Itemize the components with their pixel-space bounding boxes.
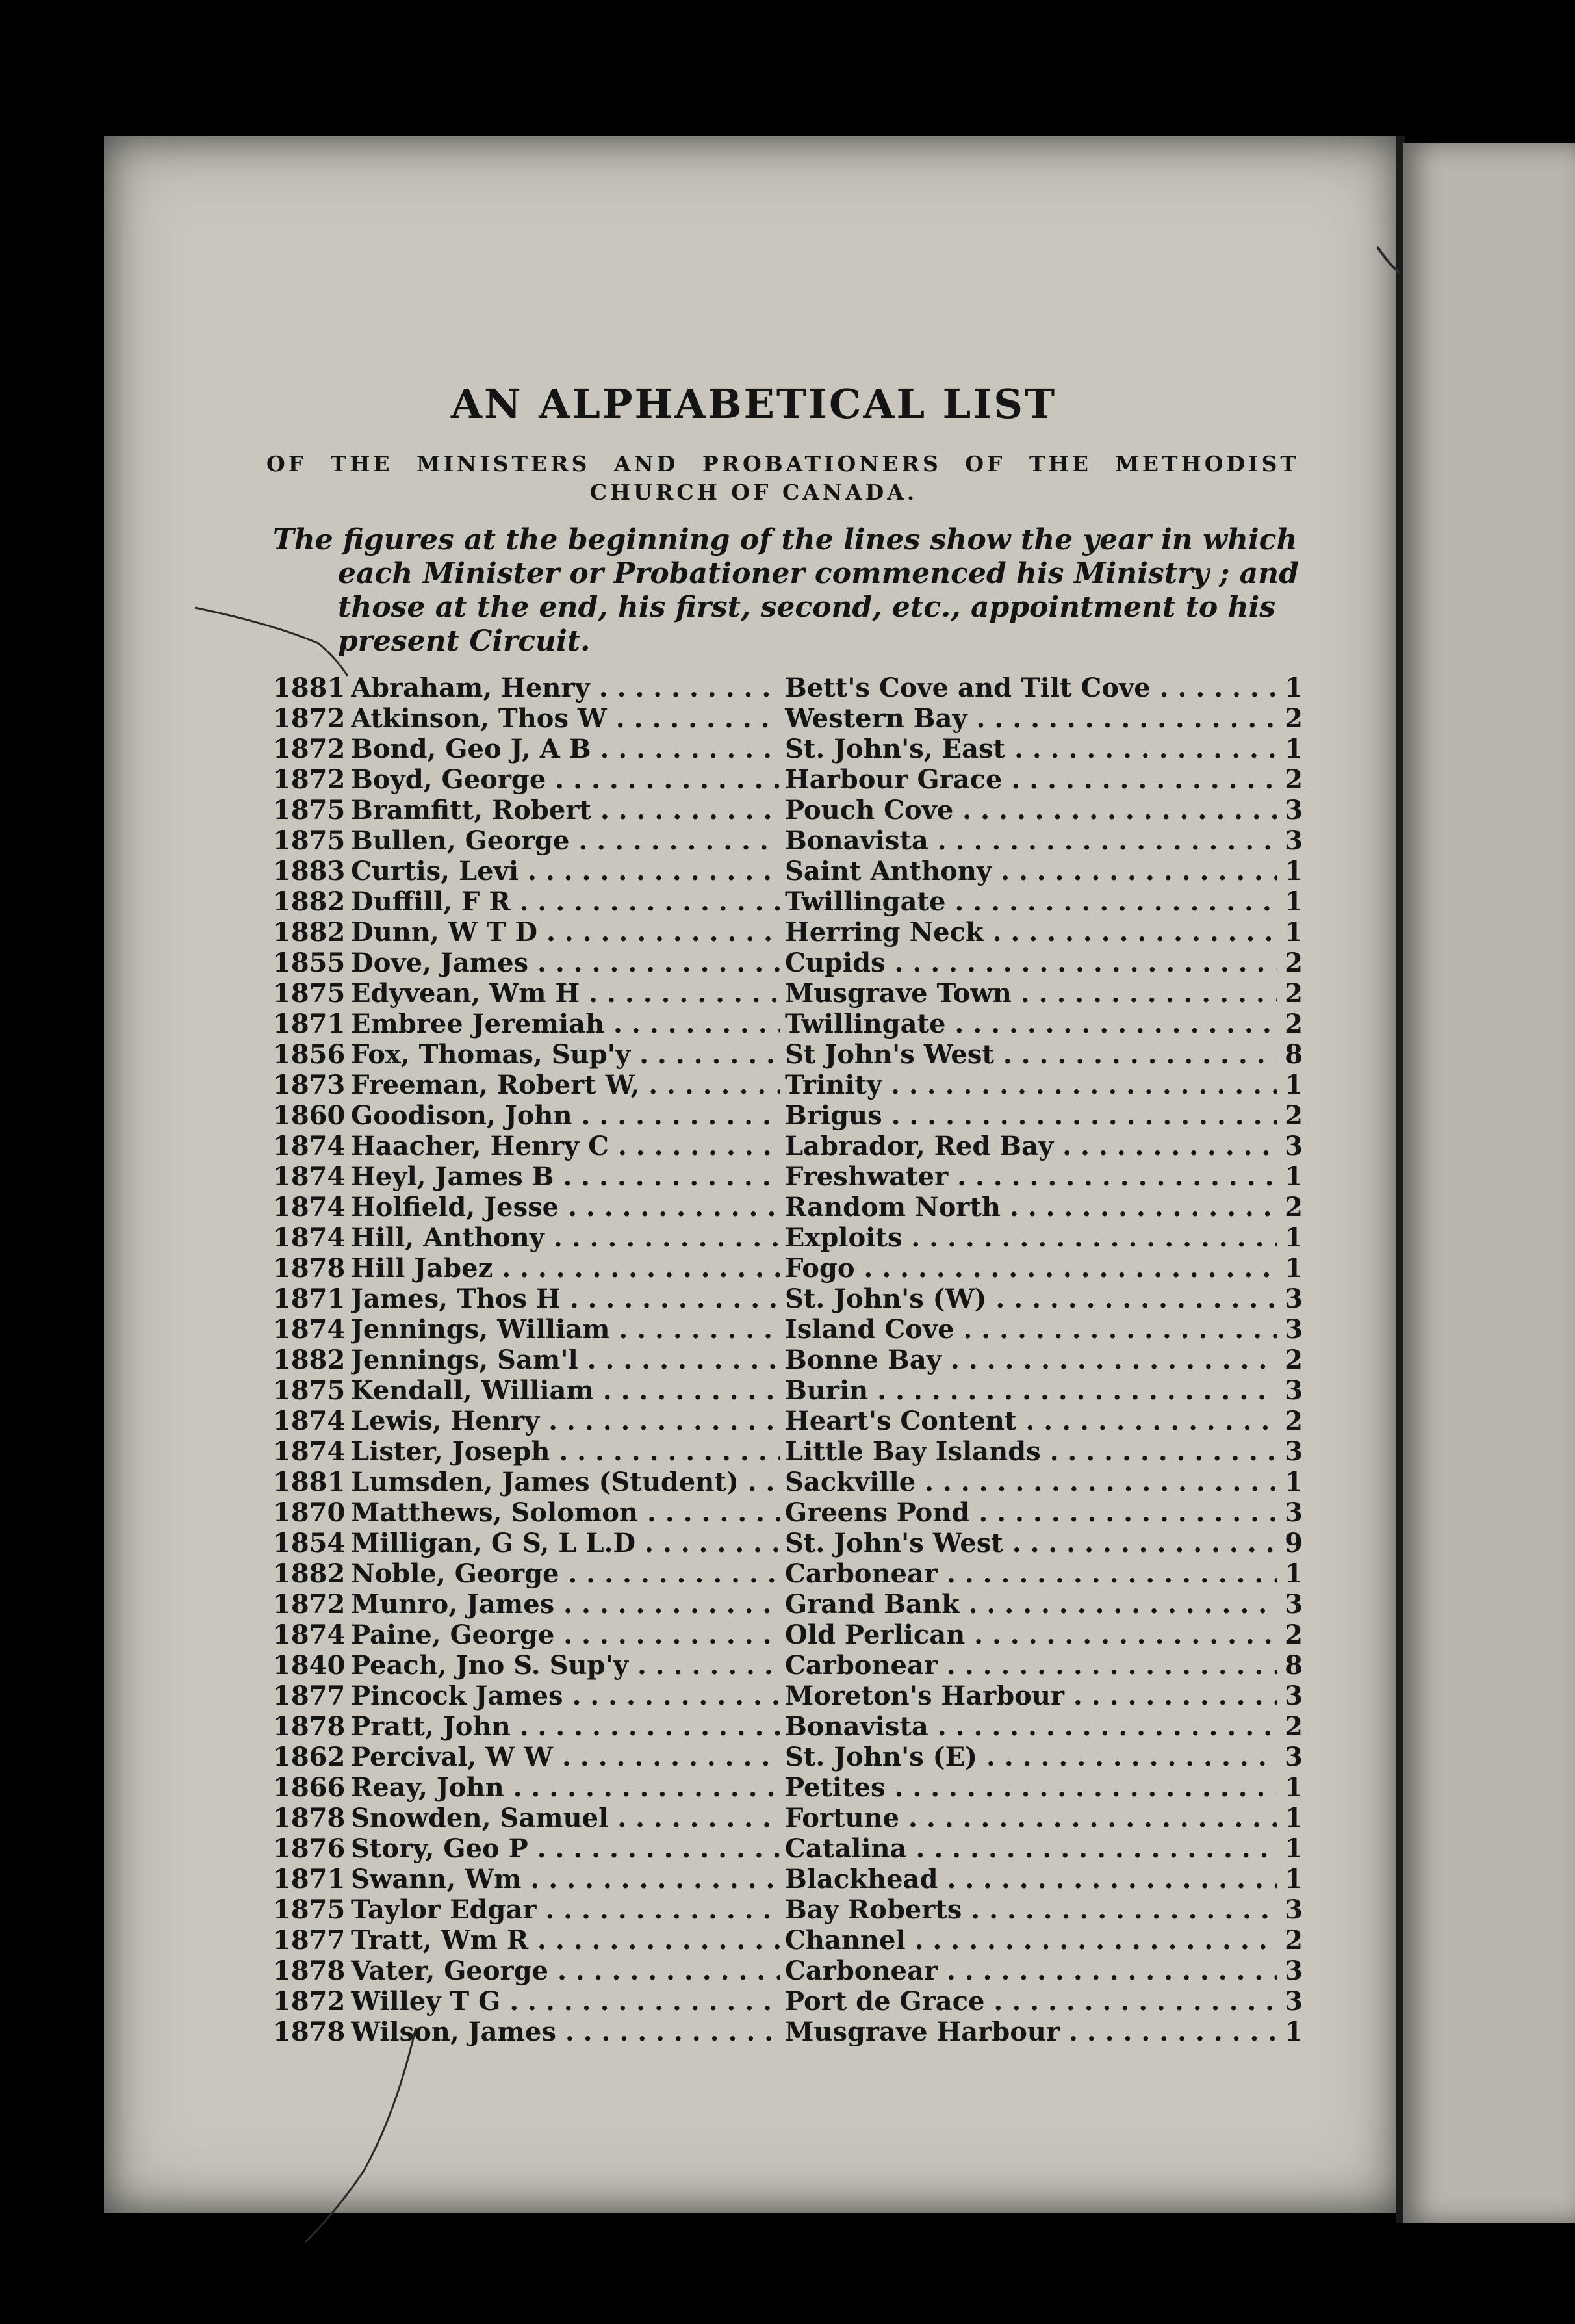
entry-appointment: 3: [1277, 1894, 1303, 1925]
note-line-4: present Circuit.: [338, 625, 591, 658]
entry-name: Matthews, Solomon . . .: [351, 1497, 1053, 1528]
entry-appointment: 3: [1277, 825, 1303, 856]
entry-year: 1872: [273, 1589, 346, 1620]
entry-appointment: 3: [1277, 1314, 1303, 1345]
entry-name: Munro, James . . .: [351, 1589, 1053, 1620]
entry-year: 1881: [273, 1467, 346, 1497]
list-entry: [273, 673, 1303, 703]
entry-appointment: 1: [1277, 856, 1303, 886]
entry-appointment: 2: [1277, 1620, 1303, 1650]
entry-circuit: Western Bay . . .: [780, 703, 1279, 734]
list-entry: [273, 1375, 1303, 1406]
list-entry: [273, 1558, 1303, 1589]
entry-name: Paine, George . . .: [351, 1620, 1053, 1650]
entry-circuit: Burin . . .: [780, 1375, 1279, 1406]
entry-name: Lewis, Henry . . .: [351, 1406, 1053, 1436]
entry-appointment: 3: [1277, 1986, 1303, 2017]
list-entry: [273, 1253, 1303, 1284]
list-entry: [273, 1314, 1303, 1345]
entry-appointment: 2: [1277, 1711, 1303, 1742]
entry-year: 1873: [273, 1070, 346, 1100]
entry-circuit: Saint Anthony . . .: [780, 856, 1279, 886]
list-entry: [273, 1406, 1303, 1436]
entry-year: 1883: [273, 856, 346, 886]
list-entry: [273, 1986, 1303, 2017]
entry-appointment: 2: [1277, 1406, 1303, 1436]
entry-year: 1874: [273, 1222, 346, 1253]
entry-circuit: Herring Neck . . .: [780, 917, 1279, 948]
entry-name: Freeman, Robert W, . . .: [351, 1070, 1053, 1100]
entry-name: James, Thos H . . .: [351, 1284, 1053, 1314]
entry-appointment: 2: [1277, 978, 1303, 1009]
entry-year: 1874: [273, 1406, 346, 1436]
entry-circuit: Musgrave Harbour . . .: [780, 2017, 1279, 2047]
entry-circuit: Greens Pond . . .: [780, 1497, 1279, 1528]
entry-year: 1860: [273, 1100, 346, 1131]
entry-name: Fox, Thomas, Sup'y . . .: [351, 1039, 1053, 1070]
entry-circuit: Freshwater . . .: [780, 1161, 1279, 1192]
entry-year: 1871: [273, 1009, 346, 1039]
list-entry: [273, 1772, 1303, 1803]
entry-appointment: 1: [1277, 673, 1303, 703]
entry-appointment: 3: [1277, 1284, 1303, 1314]
entry-name: Wilson, James . . .: [351, 2017, 1053, 2047]
list-entry: [273, 2017, 1303, 2047]
entry-appointment: 3: [1277, 1497, 1303, 1528]
entry-year: 1878: [273, 1956, 346, 1986]
list-entry: [273, 1833, 1303, 1864]
entry-appointment: 9: [1277, 1528, 1303, 1558]
entry-name: Dove, James . . .: [351, 948, 1053, 978]
entry-year: 1882: [273, 886, 346, 917]
entry-year: 1882: [273, 1345, 346, 1375]
list-entry: [273, 1620, 1303, 1650]
entry-name: Vater, George . . .: [351, 1956, 1053, 1986]
entry-name: Willey T G . . .: [351, 1986, 1053, 2017]
entry-year: 1877: [273, 1681, 346, 1711]
list-entry: [273, 1009, 1303, 1039]
note-line-3: those at the end, his first, second, etc., appointment to his: [338, 591, 1276, 624]
entry-year: 1872: [273, 703, 346, 734]
entry-circuit: Channel . . .: [780, 1925, 1279, 1956]
entry-year: 1878: [273, 2017, 346, 2047]
entry-year: 1874: [273, 1161, 346, 1192]
entry-circuit: Bonne Bay . . .: [780, 1345, 1279, 1375]
entry-appointment: 2: [1277, 1009, 1303, 1039]
entry-year: 1874: [273, 1192, 346, 1222]
list-entry: [273, 764, 1303, 795]
entry-circuit: St. John's, East . . .: [780, 734, 1279, 764]
entry-year: 1872: [273, 764, 346, 795]
list-entry: [273, 1925, 1303, 1956]
entry-name: Jennings, William . . .: [351, 1314, 1053, 1345]
entry-circuit: Grand Bank . . .: [780, 1589, 1279, 1620]
entry-name: Dunn, W T D . . .: [351, 917, 1053, 948]
entry-appointment: 3: [1277, 795, 1303, 825]
explanatory-note: [273, 523, 1300, 658]
list-entry: [273, 1284, 1303, 1314]
entry-appointment: 3: [1277, 1436, 1303, 1467]
entry-circuit: St John's West . . .: [780, 1039, 1279, 1070]
entry-appointment: 1: [1277, 734, 1303, 764]
entry-appointment: 2: [1277, 764, 1303, 795]
entry-year: 1882: [273, 1558, 346, 1589]
entry-name: Pratt, John . . .: [351, 1711, 1053, 1742]
entry-appointment: 3: [1277, 1375, 1303, 1406]
entry-name: Taylor Edgar . . .: [351, 1894, 1053, 1925]
entry-circuit: Bett's Cove and Tilt Cove . . .: [780, 673, 1279, 703]
entry-appointment: 1: [1277, 917, 1303, 948]
list-entry: [273, 1039, 1303, 1070]
entry-appointment: 2: [1277, 1925, 1303, 1956]
entry-circuit: Pouch Cove . . .: [780, 795, 1279, 825]
entry-appointment: 1: [1277, 1161, 1303, 1192]
entry-circuit: Petites . . .: [780, 1772, 1279, 1803]
entry-circuit: Bonavista . . .: [780, 825, 1279, 856]
entry-name: Lumsden, James (Student) . . .: [351, 1467, 1053, 1497]
entry-circuit: Trinity . . .: [780, 1070, 1279, 1100]
entry-year: 1878: [273, 1803, 346, 1833]
list-entry: [273, 1436, 1303, 1467]
entry-name: Goodison, John . . .: [351, 1100, 1053, 1131]
entry-year: 1862: [273, 1742, 346, 1772]
entry-appointment: 1: [1277, 1772, 1303, 1803]
entry-appointment: 3: [1277, 1681, 1303, 1711]
list-entry: [273, 1681, 1303, 1711]
entry-appointment: 1: [1277, 2017, 1303, 2047]
entry-circuit: Heart's Content . . .: [780, 1406, 1279, 1436]
list-entry: [273, 1528, 1303, 1558]
entry-circuit: Labrador, Red Bay . . .: [780, 1131, 1279, 1161]
list-entry: [273, 1803, 1303, 1833]
list-entry: [273, 795, 1303, 825]
entry-appointment: 2: [1277, 1192, 1303, 1222]
entry-name: Kendall, William . . .: [351, 1375, 1053, 1406]
entry-circuit: Sackville . . .: [780, 1467, 1279, 1497]
entry-appointment: 8: [1277, 1650, 1303, 1681]
entry-name: Embree Jeremiah . . .: [351, 1009, 1053, 1039]
list-entry: [273, 1070, 1303, 1100]
list-entry: [273, 1100, 1303, 1131]
entry-name: Story, Geo P . . .: [351, 1833, 1053, 1864]
entry-name: Tratt, Wm R . . .: [351, 1925, 1053, 1956]
entry-circuit: Fortune . . .: [780, 1803, 1279, 1833]
entry-name: Lister, Joseph . . .: [351, 1436, 1053, 1467]
entry-year: 1871: [273, 1864, 346, 1894]
entry-name: Boyd, George . . .: [351, 764, 1053, 795]
entry-name: Bramfitt, Robert . . .: [351, 795, 1053, 825]
entry-year: 1874: [273, 1620, 346, 1650]
list-entry: [273, 825, 1303, 856]
list-entry: [273, 1131, 1303, 1161]
entry-circuit: Carbonear . . .: [780, 1558, 1279, 1589]
ministers-list: [273, 673, 1303, 2047]
entry-circuit: St. John's (W) . . .: [780, 1284, 1279, 1314]
entry-name: Bond, Geo J, A B . . .: [351, 734, 1053, 764]
entry-year: 1875: [273, 1894, 346, 1925]
list-entry: [273, 1589, 1303, 1620]
entry-year: 1854: [273, 1528, 346, 1558]
subtitle-line-1: OF THE MINISTERS AND PROBATIONERS OF THE METHODIST: [266, 451, 1300, 476]
entry-year: 1881: [273, 673, 346, 703]
entry-year: 1855: [273, 948, 346, 978]
entry-year: 1874: [273, 1436, 346, 1467]
entry-name: Bullen, George . . .: [351, 825, 1053, 856]
entry-name: Edyvean, Wm H . . .: [351, 978, 1053, 1009]
entry-appointment: 1: [1277, 1253, 1303, 1284]
list-entry: [273, 886, 1303, 917]
entry-name: Reay, John . . .: [351, 1772, 1053, 1803]
entry-appointment: 1: [1277, 1864, 1303, 1894]
entry-name: Swann, Wm . . .: [351, 1864, 1053, 1894]
entry-year: 1874: [273, 1314, 346, 1345]
entry-circuit: Twillingate . . .: [780, 886, 1279, 917]
note-line-1: The figures at the beginning of the lines show the year in which: [273, 523, 1298, 556]
list-entry: [273, 1161, 1303, 1192]
list-entry: [273, 1956, 1303, 1986]
entry-year: 1878: [273, 1711, 346, 1742]
entry-year: 1875: [273, 795, 346, 825]
entry-year: 1875: [273, 1375, 346, 1406]
subtitle-line-2: CHURCH OF CANADA.: [589, 480, 918, 505]
list-entry: [273, 1742, 1303, 1772]
page-title: AN ALPHABETICAL LIST: [450, 380, 1057, 428]
list-entry: [273, 1467, 1303, 1497]
entry-appointment: 8: [1277, 1039, 1303, 1070]
entry-year: 1878: [273, 1253, 346, 1284]
entry-appointment: 2: [1277, 703, 1303, 734]
entry-appointment: 3: [1277, 1589, 1303, 1620]
entry-name: Holfield, Jesse . . .: [351, 1192, 1053, 1222]
entry-year: 1875: [273, 978, 346, 1009]
entry-name: Hill Jabez . . .: [351, 1253, 1053, 1284]
entry-circuit: St. John's West . . .: [780, 1528, 1279, 1558]
entry-appointment: 1: [1277, 1833, 1303, 1864]
entry-name: Haacher, Henry C . . .: [351, 1131, 1053, 1161]
entry-circuit: Exploits . . .: [780, 1222, 1279, 1253]
entry-year: 1874: [273, 1131, 346, 1161]
list-entry: [273, 734, 1303, 764]
entry-name: Curtis, Levi . . .: [351, 856, 1053, 886]
entry-circuit: Old Perlican . . .: [780, 1620, 1279, 1650]
entry-year: 1871: [273, 1284, 346, 1314]
note-line-2: each Minister or Probationer commenced his Ministry ; and: [338, 557, 1299, 590]
entry-circuit: Little Bay Islands . . .: [780, 1436, 1279, 1467]
entry-circuit: Island Cove . . .: [780, 1314, 1279, 1345]
entry-circuit: Brigus . . .: [780, 1100, 1279, 1131]
list-entry: [273, 917, 1303, 948]
entry-year: 1866: [273, 1772, 346, 1803]
entry-year: 1856: [273, 1039, 346, 1070]
entry-circuit: Bay Roberts . . .: [780, 1894, 1279, 1925]
entry-circuit: St. John's (E) . . .: [780, 1742, 1279, 1772]
entry-appointment: 3: [1277, 1956, 1303, 1986]
entry-circuit: Moreton's Harbour . . .: [780, 1681, 1279, 1711]
right-page: [1403, 143, 1575, 2223]
list-entry: [273, 1711, 1303, 1742]
entry-appointment: 3: [1277, 1742, 1303, 1772]
entry-name: Milligan, G S, L L.D . . .: [351, 1528, 1053, 1558]
entry-appointment: 1: [1277, 1222, 1303, 1253]
entry-circuit: Musgrave Town . . .: [780, 978, 1279, 1009]
entry-circuit: Port de Grace . . .: [780, 1986, 1279, 2017]
entry-appointment: 1: [1277, 1558, 1303, 1589]
list-entry: [273, 1894, 1303, 1925]
entry-appointment: 1: [1277, 886, 1303, 917]
list-entry: [273, 1497, 1303, 1528]
entry-year: 1872: [273, 734, 346, 764]
entry-name: Abraham, Henry . . .: [351, 673, 1053, 703]
list-entry: [273, 948, 1303, 978]
entry-year: 1877: [273, 1925, 346, 1956]
entry-name: Noble, George . . .: [351, 1558, 1053, 1589]
list-entry: [273, 703, 1303, 734]
list-entry: [273, 1345, 1303, 1375]
entry-year: 1840: [273, 1650, 346, 1681]
entry-circuit: Harbour Grace . . .: [780, 764, 1279, 795]
list-entry: [273, 1650, 1303, 1681]
entry-year: 1875: [273, 825, 346, 856]
entry-year: 1870: [273, 1497, 346, 1528]
entry-name: Jennings, Sam'l . . .: [351, 1345, 1053, 1375]
list-entry: [273, 856, 1303, 886]
entry-circuit: Blackhead . . .: [780, 1864, 1279, 1894]
list-entry: [273, 1192, 1303, 1222]
list-entry: [273, 1864, 1303, 1894]
entry-circuit: Catalina . . .: [780, 1833, 1279, 1864]
list-entry: [273, 1222, 1303, 1253]
entry-name: Atkinson, Thos W . . .: [351, 703, 1053, 734]
entry-name: Percival, W W . . .: [351, 1742, 1053, 1772]
entry-circuit: Bonavista . . .: [780, 1711, 1279, 1742]
entry-circuit: Twillingate . . .: [780, 1009, 1279, 1039]
entry-name: Peach, Jno S. Sup'y . . .: [351, 1650, 1053, 1681]
entry-circuit: Carbonear . . .: [780, 1650, 1279, 1681]
entry-appointment: 2: [1277, 1100, 1303, 1131]
entry-appointment: 1: [1277, 1467, 1303, 1497]
entry-year: 1882: [273, 917, 346, 948]
entry-appointment: 1: [1277, 1803, 1303, 1833]
entry-appointment: 2: [1277, 1345, 1303, 1375]
entry-year: 1872: [273, 1986, 346, 2017]
entry-circuit: Cupids . . .: [780, 948, 1279, 978]
entry-name: Snowden, Samuel . . .: [351, 1803, 1053, 1833]
entry-name: Duffill, F R . . .: [351, 886, 1053, 917]
entry-circuit: Fogo . . .: [780, 1253, 1279, 1284]
entry-circuit: Carbonear . . .: [780, 1956, 1279, 1986]
entry-circuit: Random North . . .: [780, 1192, 1279, 1222]
entry-appointment: 1: [1277, 1070, 1303, 1100]
entry-appointment: 2: [1277, 948, 1303, 978]
entry-name: Heyl, James B . . .: [351, 1161, 1053, 1192]
entry-appointment: 3: [1277, 1131, 1303, 1161]
entry-name: Pincock James . . .: [351, 1681, 1053, 1711]
entry-year: 1876: [273, 1833, 346, 1864]
list-entry: [273, 978, 1303, 1009]
entry-name: Hill, Anthony . . .: [351, 1222, 1053, 1253]
